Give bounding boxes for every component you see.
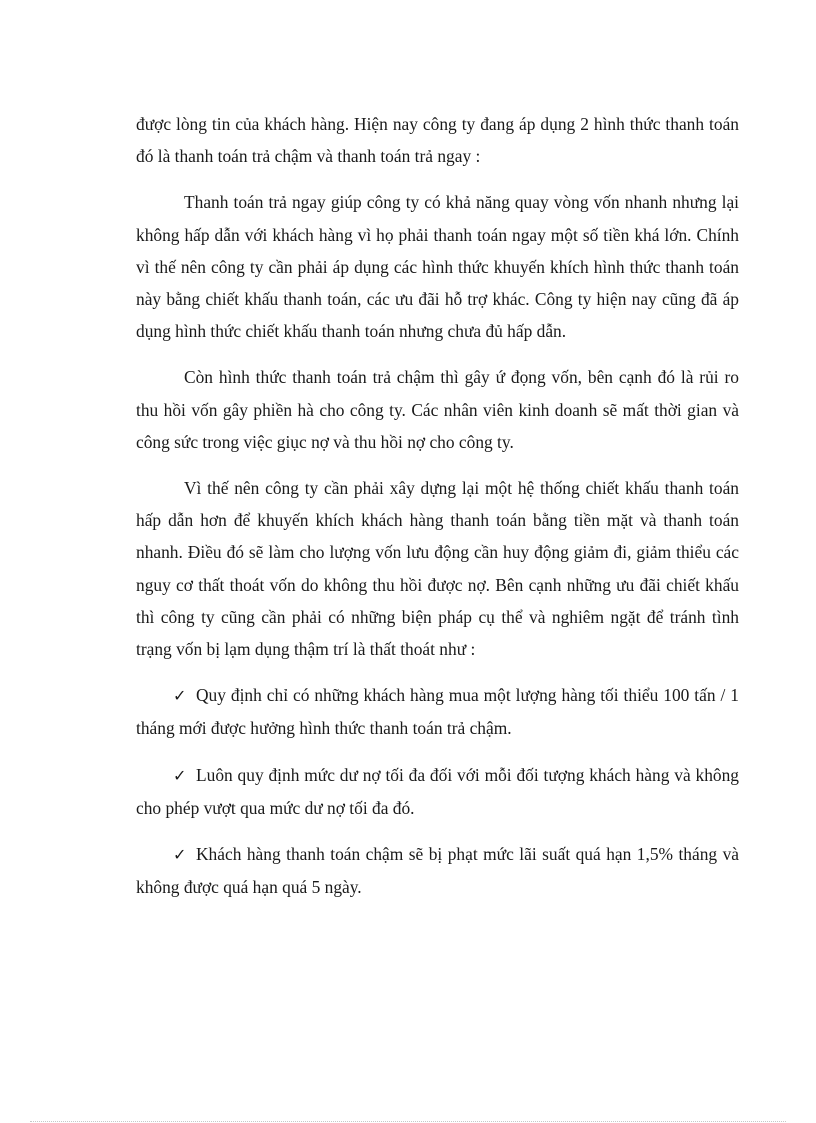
paragraph-1: được lòng tin của khách hàng. Hiện nay công ty đang áp dụng 2 hình thức thanh toán đó là thanh toán trả chậm và thanh toán trả ngay : [136, 114, 739, 167]
bullet-text-1: Quy định chỉ có những khách hàng mua một lượng hàng tối thiểu 100 tấn / 1 tháng mới được hưởng hình thức thanh toán trả chậm. [136, 685, 739, 739]
checkmark-icon: ✓ [173, 845, 187, 865]
bullet-text-3: Khách hàng thanh toán chậm sẽ bị phạt mức lãi suất quá hạn 1,5% tháng và không được quá hạn quá 5 ngày. [136, 844, 739, 898]
bullet-text-2: Luôn quy định mức dư nợ tối đa đối với mỗi đối tượng khách hàng và không cho phép vượt qua mức dư nợ tối đa đó. [136, 764, 739, 818]
page-footer-divider [30, 1121, 786, 1122]
checkmark-icon: ✓ [173, 686, 187, 706]
document-page [136, 108, 739, 917]
checkmark-icon: ✓ [173, 765, 187, 785]
paragraph-3: Còn hình thức thanh toán trả chậm thì gây ứ đọng vốn, bên cạnh đó là rủi ro thu hồi vốn gây phiền hà cho công ty. Các nhân viên kinh doanh sẽ mất thời gian và công sức trong việc giục nợ và thu hồi nợ cho công ty. [136, 367, 739, 452]
bullet-item-3 [136, 838, 739, 903]
paragraph-2: Thanh toán trả ngay giúp công ty có khả năng quay vòng vốn nhanh nhưng lại không hấp dẫn với khách hàng vì họ phải thanh toán ngay một số tiền khá lớn. Chính vì thế nên công ty cần phải áp dụng các hình thức khuyến khích hình thức thanh toán này bằng chiết khấu thanh toán, các ưu đãi hỗ trợ khác. Công ty hiện nay cũng đã áp dụng hình thức chiết khấu thanh toán nhưng chưa đủ hấp dẫn. [136, 192, 739, 342]
bullet-item-2 [136, 759, 739, 824]
paragraph-4: Vì thế nên công ty cần phải xây dựng lại một hệ thống chiết khấu thanh toán hấp dẫn hơn để khuyến khích khách hàng thanh toán bằng tiền mặt và thanh toán nhanh. Điều đó sẽ làm cho lượng vốn lưu động cần huy động giảm đi, giảm thiểu các nguy cơ thất thoát vốn do không thu hồi được nợ. Bên cạnh những ưu đãi chiết khấu thì công ty cũng cần phải có những biện pháp cụ thể và nghiêm ngặt để tránh tình trạng vốn bị lạm dụng thậm trí là thất thoát như : [136, 478, 739, 660]
bullet-item-1 [136, 679, 739, 744]
